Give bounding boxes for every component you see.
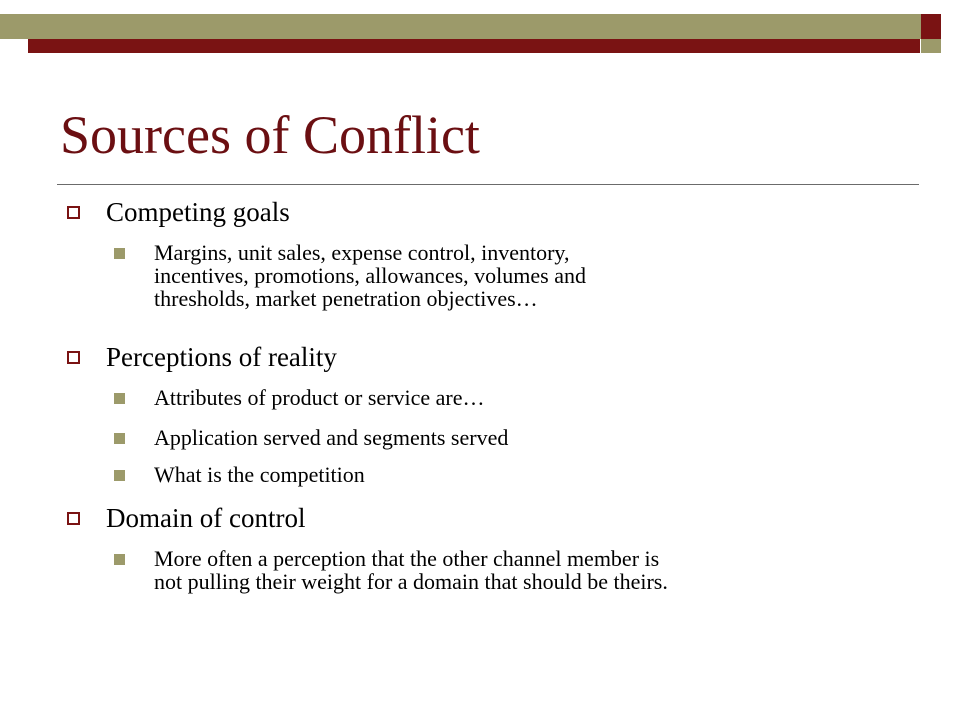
square-bullet-icon (114, 470, 125, 481)
bullet-text: Competing goals (106, 197, 290, 227)
corner-square-olive (921, 39, 941, 53)
bullet-text: Perceptions of reality (106, 342, 337, 372)
sub-bullet-perception (154, 547, 668, 593)
square-bullet-icon (114, 248, 125, 259)
sub-bullet-competition (154, 463, 365, 486)
sub-bullet-line: thresholds, market penetration objectives… (154, 286, 538, 311)
hollow-square-bullet-icon (67, 206, 80, 219)
slide-title: Sources of Conflict (60, 105, 480, 165)
sub-bullet-text: Attributes of product or service are… (154, 385, 485, 410)
header-band-maroon (28, 39, 920, 53)
sub-bullet-text: What is the competition (154, 462, 365, 487)
bullet-perceptions-of-reality (106, 341, 337, 373)
corner-square-maroon (921, 14, 941, 39)
sub-bullet-line: incentives, promotions, allowances, volumes and (154, 263, 586, 288)
sub-bullet-attributes (154, 386, 485, 409)
square-bullet-icon (114, 393, 125, 404)
bullet-text: Domain of control (106, 503, 306, 533)
sub-bullet-line: More often a perception that the other channel member is (154, 546, 660, 571)
sub-bullet-margins (154, 241, 586, 310)
bullet-domain-of-control (106, 502, 305, 534)
square-bullet-icon (114, 554, 125, 565)
sub-bullet-application (154, 426, 508, 449)
bullet-competing-goals (106, 196, 290, 228)
sub-bullet-line: not pulling their weight for a domain that should be theirs. (154, 569, 668, 594)
sub-bullet-line: Margins, unit sales, expense control, inventory, (154, 240, 570, 265)
title-divider (57, 184, 919, 185)
square-bullet-icon (114, 433, 125, 444)
header-band-olive (0, 14, 921, 39)
hollow-square-bullet-icon (67, 512, 80, 525)
hollow-square-bullet-icon (67, 351, 80, 364)
sub-bullet-text: Application served and segments served (154, 425, 509, 450)
